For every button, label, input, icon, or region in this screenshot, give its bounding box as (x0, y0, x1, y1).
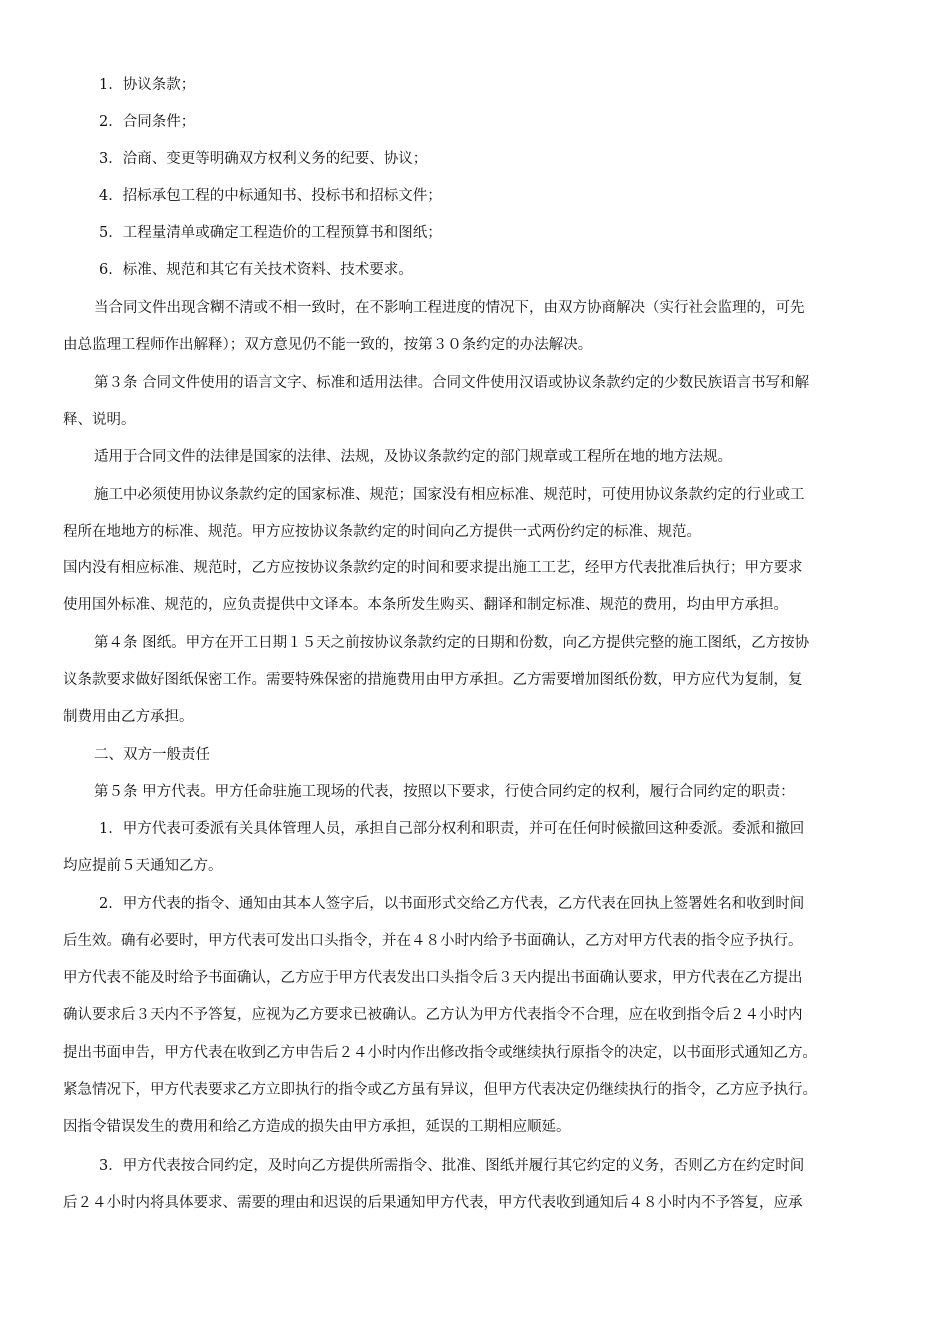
paragraph-line: 均应提前５天通知乙方。 (63, 858, 223, 874)
list-item-3: 3．甲方代表按合同约定，及时向乙方提供所需指令、批准、图纸并履行其它约定的义务，否则乙方在约定时间 (99, 1158, 805, 1174)
list-item-3: 3．洽商、变更等明确双方权利义务的纪要、协议； (99, 151, 428, 167)
list-item-6: 6．标准、规范和其它有关技术资料、技术要求。 (99, 262, 413, 278)
list-item-5: 5．工程量清单或确定工程造价的工程预算书和图纸； (99, 225, 442, 241)
paragraph-line: 制费用由乙方承担。 (63, 709, 194, 725)
paragraph-line: 后２４小时内将具体要求、需要的理由和迟误的后果通知甲方代表，甲方代表收到通知后４８小时内不予答复，应承 (63, 1195, 803, 1211)
list-item-2: 2．合同条件； (99, 114, 196, 130)
paragraph-line: 由总监理工程师作出解释）；双方意见仍不能一致的，按第３０条约定的办法解决。 (63, 337, 593, 353)
paragraph-line: 当合同文件出现含糊不清或不相一致时，在不影响工程进度的情况下，由双方协商解决（实行社会监理的，可先 (94, 300, 805, 316)
list-item-1: 1．协议条款； (99, 77, 196, 93)
paragraph-line: 议条款要求做好图纸保密工作。需要特殊保密的措施费用由甲方承担。乙方需要增加图纸份数，甲方应代为复制，复 (63, 672, 803, 688)
paragraph-line: 后生效。确有必要时，甲方代表可发出口头指令，并在４８小时内给予书面确认，乙方对甲方代表的指令应予执行。 (63, 933, 803, 949)
list-item-1: 1．甲方代表可委派有关具体管理人员，承担自己部分权利和职责，并可在任何时候撤回这种委派。委派和撤回 (99, 821, 805, 837)
article-5-heading: 第５条 甲方代表。甲方任命驻施工现场的代表，按照以下要求，行使合同约定的权利，履行合同约定的职责： (94, 784, 795, 800)
paragraph-line: 国内没有相应标准、规范时，乙方应按协议条款约定的时间和要求提出施工工艺，经甲方代表批准后执行；甲方要求 (63, 560, 803, 576)
paragraph-line: 施工中必须使用协议条款约定的国家标准、规范；国家没有相应标准、规范时，可使用协议条款约定的行业或工 (94, 487, 805, 503)
list-item-4: 4．招标承包工程的中标通知书、投标书和招标文件； (99, 188, 442, 204)
paragraph-line: 使用国外标准、规范的，应负责提供中文译本。本条所发生购买、翻译和制定标准、规范的费用，均由甲方承担。 (63, 597, 788, 613)
article-3-heading: 第３条 合同文件使用的语言文字、标准和适用法律。合同文件使用汉语或协议条款约定的少数民族语言书写和解 (94, 375, 810, 391)
article-4-heading: 第４条 图纸。甲方在开工日期１５天之前按协议条款约定的日期和份数，向乙方提供完整的施工图纸，乙方按协 (94, 635, 810, 651)
paragraph-line: 确认要求后３天内不予答复，应视为乙方要求已被确认。乙方认为甲方代表指令不合理，应在收到指令后２４小时内 (63, 1007, 803, 1023)
paragraph-line: 释、说明。 (63, 412, 136, 428)
paragraph-line: 提出书面申告，甲方代表在收到乙方申告后２４小时内作出修改指令或继续执行原指令的决定，以书面形式通知乙方。 (63, 1045, 817, 1061)
paragraph-line: 程所在地地方的标准、规范。甲方应按协议条款约定的时间向乙方提供一式两份约定的标准、规范。 (63, 524, 701, 540)
paragraph-line: 紧急情况下，甲方代表要求乙方立即执行的指令或乙方虽有异议，但甲方代表决定仍继续执行的指令，乙方应予执行。 (63, 1082, 817, 1098)
paragraph-line: 适用于合同文件的法律是国家的法律、法规，及协议条款约定的部门规章或工程所在地的地方法规。 (94, 449, 732, 465)
paragraph-line: 甲方代表不能及时给予书面确认，乙方应于甲方代表发出口头指令后３天内提出书面确认要求，甲方代表在乙方提出 (63, 970, 803, 986)
paragraph-line: 因指令错误发生的费用和给乙方造成的损失由甲方承担，延误的工期相应顺延。 (63, 1119, 571, 1135)
list-item-2: 2．甲方代表的指令、通知由其本人签字后，以书面形式交给乙方代表，乙方代表在回执上签署姓名和收到时间 (99, 896, 805, 912)
section-heading: 二、双方一般责任 (94, 747, 210, 763)
